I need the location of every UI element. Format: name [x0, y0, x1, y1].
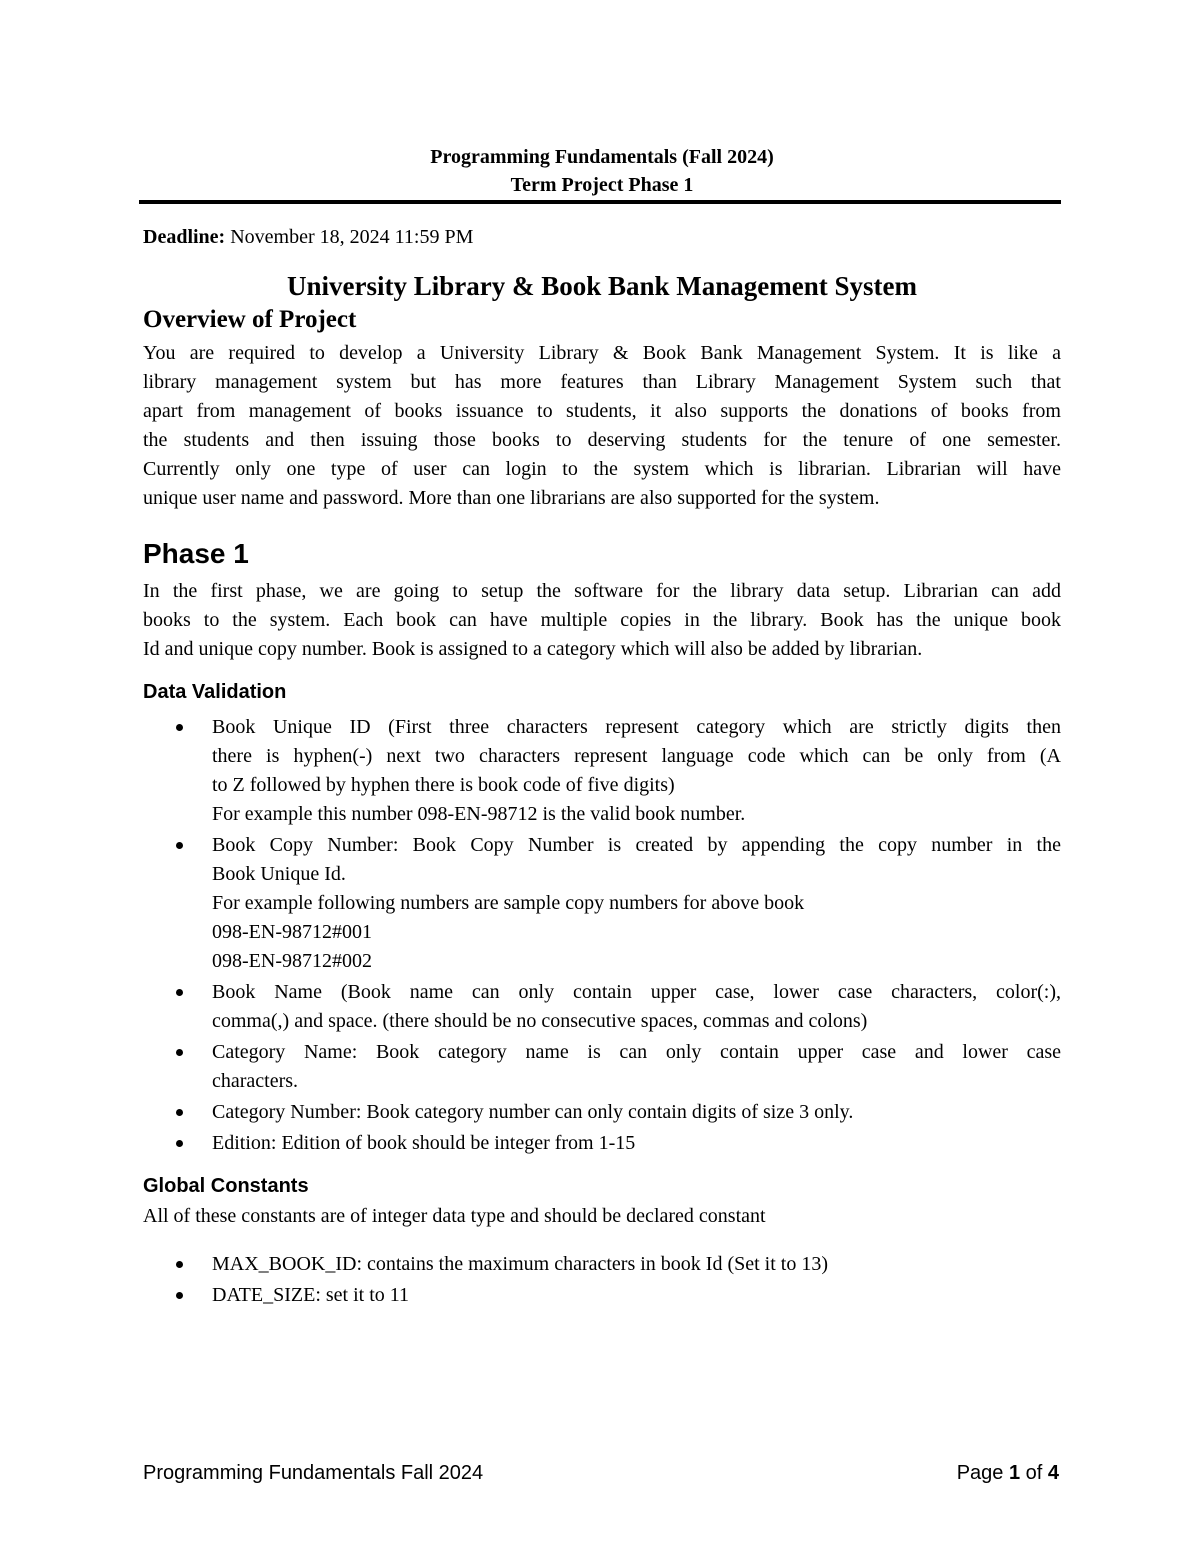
overview-heading: Overview of Project [143, 306, 357, 333]
item-example: 098-EN-98712#001 [212, 921, 372, 943]
phase1-line: Id and unique copy number. Book is assigned to a category which will also be added by librarian. [143, 638, 923, 660]
item-line: Category Number: Book category number can only contain digits of size 3 only. [212, 1101, 854, 1123]
overview-line: You are required to develop a University Library & Book Bank Management System. It is like a [143, 342, 1061, 364]
phase-header: Term Project Phase 1 [510, 174, 694, 196]
bullet-icon [176, 842, 183, 849]
item-line: Book Unique ID (First three characters represent category which are strictly digits then [212, 716, 1061, 738]
overview-line: library management system but has more features than Library Management System such that [143, 371, 1061, 393]
item-line: Book Name (Book name can only contain upper case, lower case characters, color(:), [212, 981, 1061, 1003]
total-pages: 4 [1047, 1462, 1059, 1484]
item-line: to Z followed by hyphen there is book code of five digits) [212, 774, 675, 796]
phase1-heading: Phase 1 [143, 538, 249, 569]
current-page: 1 [1008, 1462, 1021, 1484]
list-item [143, 713, 1061, 829]
course-header: Programming Fundamentals (Fall 2024) [430, 146, 774, 168]
constants-list [143, 1250, 1061, 1312]
deadline-label: Deadline: [143, 226, 226, 248]
bullet-icon [176, 989, 183, 996]
item-line: Book Unique Id. [212, 863, 346, 885]
bullet-icon [176, 1292, 183, 1299]
item-line: comma(,) and space. (there should be no consecutive spaces, commas and colons) [212, 1010, 868, 1032]
list-item [143, 1098, 1061, 1127]
page-number [957, 1462, 1059, 1485]
bullet-icon [176, 1049, 183, 1056]
bullet-icon [176, 1261, 183, 1268]
list-item [143, 1250, 1061, 1279]
item-example: For example this number 098-EN-98712 is the valid book number. [212, 803, 746, 825]
document-title: University Library & Book Bank Management System [287, 271, 917, 301]
deadline [143, 226, 473, 249]
list-item [143, 831, 1061, 976]
item-line: there is hyphen(-) next two characters represent language code which can be only from (A [212, 745, 1061, 767]
overview-paragraph [143, 339, 1061, 513]
overview-line: Currently only one type of user can login to the system which is librarian. Librarian will have [143, 458, 1061, 480]
item-example: For example following numbers are sample copy numbers for above book [212, 892, 805, 914]
list-item [143, 978, 1061, 1036]
list-item [143, 1038, 1061, 1096]
validation-list [143, 713, 1061, 1160]
overview-line: apart from management of books issuance to students, it also supports the donations of books from [143, 400, 1061, 422]
page-label: Page [956, 1462, 1009, 1484]
bullet-icon [176, 724, 183, 731]
constants-heading: Global Constants [143, 1175, 309, 1197]
footer-left: Programming Fundamentals Fall 2024 [143, 1462, 484, 1484]
item-line: Category Name: Book category name is can only contain upper case and lower case [212, 1041, 1061, 1063]
bullet-icon [176, 1109, 183, 1116]
overview-line: the students and then issuing those books to deserving students for the tenure of one semester. [143, 429, 1061, 451]
constants-intro: All of these constants are of integer data type and should be declared constant [143, 1205, 766, 1227]
item-example: 098-EN-98712#002 [212, 950, 372, 972]
list-item [143, 1281, 1061, 1310]
item-line: Edition: Edition of book should be integer from 1-15 [212, 1132, 636, 1154]
phase1-line: In the first phase, we are going to setup the software for the library data setup. Librarian can add [143, 580, 1061, 602]
deadline-value: November 18, 2024 11:59 PM [225, 226, 474, 248]
bullet-icon [176, 1140, 183, 1147]
item-line: characters. [212, 1070, 299, 1092]
item-line: Book Copy Number: Book Copy Number is created by appending the copy number in the [212, 834, 1061, 856]
page-of: of [1020, 1462, 1048, 1484]
phase1-line: books to the system. Each book can have multiple copies in the library. Book has the unique book [143, 609, 1061, 631]
list-item [143, 1129, 1061, 1158]
validation-heading: Data Validation [143, 681, 287, 703]
overview-line: unique user name and password. More than one librarians are also supported for the system. [143, 487, 880, 509]
phase1-paragraph [143, 577, 1061, 664]
item-line: MAX_BOOK_ID: contains the maximum characters in book Id (Set it to 13) [212, 1253, 828, 1275]
header-rule [139, 200, 1061, 204]
item-line: DATE_SIZE: set it to 11 [212, 1284, 410, 1306]
